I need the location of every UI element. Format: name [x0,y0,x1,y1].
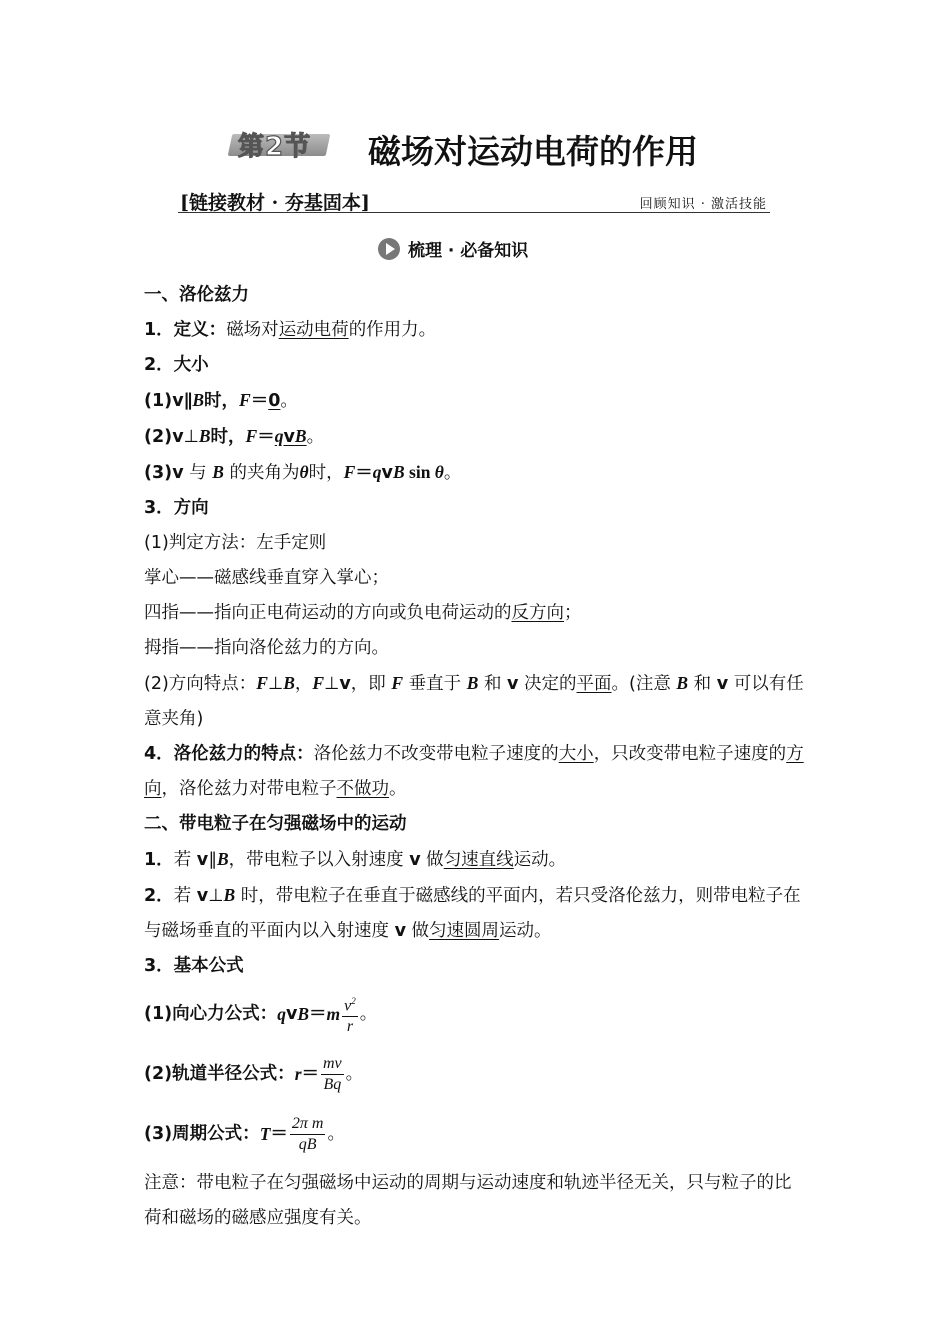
text: 运动。 [499,921,552,941]
symbol: B [466,673,479,693]
symbol: θ [434,462,444,482]
text: ，洛伦兹力对带电粒子 [161,779,337,799]
text: sin [404,462,435,482]
answer: 0 [268,391,281,411]
label: 4．洛伦兹力的特点： [144,744,314,764]
symbol: v [172,463,184,483]
text: 若 [173,850,197,870]
direction-method: (1)判定方法：左手定则 [144,533,327,553]
text: 洛伦兹力不改变带电粒子速度的 [313,744,559,764]
text: 。(注意 [611,674,677,694]
text: 。 [280,391,298,411]
text: 和 [688,674,717,694]
label: 1． [144,850,174,870]
size-label: 2．大小 [144,355,209,375]
symbol: ⊥ [324,674,340,694]
symbol: v [381,463,393,483]
symbol: ＝ [250,391,269,411]
label: (1)向心力公式： [144,1003,278,1024]
symbol: B [198,426,211,446]
denominator: Bq [323,1075,342,1093]
answer: 大小 [558,744,594,764]
definition-line [144,313,806,348]
exponent: 2 [351,995,356,1006]
answer: 反方向 [511,603,564,623]
symbol: B [297,1003,310,1024]
formula-radius [144,1044,806,1104]
text: 时， [308,463,344,483]
symbol: B [223,885,236,905]
text: 垂直于 [403,674,467,694]
badge-text: 第2节 [238,132,312,162]
text: ，即 [350,674,392,694]
symbol: F [343,462,356,482]
symbol: B [212,462,224,482]
symbol: r [294,1063,302,1084]
subhead-left: [链接教材 · 夯基固本] [180,192,370,214]
motion-perpendicular [144,878,806,949]
symbol: B [216,849,229,869]
fraction [290,1114,326,1155]
heading-motion: 二、带电粒子在匀强磁场中的运动 [144,814,407,834]
direction-fingers [144,596,806,631]
symbol: B [192,390,205,410]
text: 做 [420,850,444,870]
numerator: mv [321,1054,344,1075]
symbol: v [394,921,406,941]
header-divider [178,212,770,213]
symbol: v [716,674,729,694]
symbol: ⊥ [183,427,199,447]
denominator: r [346,1018,354,1036]
text: 。 [306,427,325,447]
page-title: 磁场对运动电荷的作用 [368,132,698,171]
symbol: q [274,426,284,446]
formula-centripetal [144,984,806,1044]
case-perpendicular [144,419,806,455]
symbol: q [372,462,382,482]
text: 四指——指向正电荷运动的方向或负电荷运动的 [144,603,512,623]
symbol: B [676,673,689,693]
direction-features [144,666,806,737]
symbol: v [196,886,209,906]
direction-palm: 掌心——磁感线垂直穿入掌心； [144,568,389,588]
text: 。 [345,1063,364,1084]
text: (2) [144,427,173,447]
symbol: B [283,673,295,693]
label: (2)轨道半径公式： [144,1063,295,1084]
fraction [321,1054,344,1095]
text: 和 [478,674,508,694]
symbol: ∥ [183,391,193,411]
answer: 不做功 [336,779,389,799]
denominator: qB [298,1135,317,1153]
symbol: v [283,427,295,447]
symbol: m [326,1003,341,1024]
text: 运动。 [513,850,567,870]
label: 1．定义： [144,320,227,340]
text: 做 [405,921,430,941]
text: 决定的 [518,674,577,694]
text: 。 [443,463,462,483]
symbol: B [294,426,307,446]
section-tag-label: 梳理 · 必备知识 [408,241,529,261]
text: 的作用力。 [348,320,437,340]
answer: 运动电荷 [278,320,349,340]
symbol: ＝ [270,1123,288,1144]
case-angle [144,455,806,491]
section-tag [378,236,528,261]
motion-parallel [144,842,806,878]
symbol: v [507,674,519,694]
symbol: ＝ [309,1003,327,1024]
formula-label: 3．基本公式 [144,956,244,976]
lorentz-features [144,737,806,807]
symbol: v [196,850,209,870]
symbol: F [391,673,404,693]
symbol: F [256,673,268,693]
answer: 方向 [144,744,804,799]
direction-thumb: 拇指——指向洛伦兹力的方向。 [144,638,389,658]
numerator: v [344,997,352,1015]
symbol: ＝ [257,427,275,447]
text: 可以有任意夹角) [144,674,804,729]
symbol: θ [299,462,309,482]
answer: 匀速圆周 [429,921,500,941]
symbol: F [312,673,325,693]
text: 磁场对 [226,320,279,340]
label: 2． [144,886,174,906]
formula-period [144,1104,806,1164]
symbol: v [172,391,184,411]
text: 时， [210,427,246,447]
text: (2)方向特点： [144,674,257,694]
fraction [342,991,358,1037]
symbol: T [259,1123,271,1144]
symbol: q [277,1003,286,1024]
text: (1) [144,391,173,411]
symbol: F [239,390,251,410]
heading-lorentz: 一、洛伦兹力 [144,285,249,305]
text: ，只改变带电粒子速度的 [593,744,787,764]
text: 的夹角为 [223,463,300,483]
text: 。 [327,1123,345,1144]
subhead-right: 回顾知识 · 激活技能 [639,197,767,212]
text: (3) [144,463,173,483]
answer: 平面 [576,674,612,694]
content-body [144,278,806,1236]
symbol: ⊥ [267,674,284,694]
symbol: ∥ [208,850,217,870]
text: 。 [389,779,407,799]
answer: 匀速直线 [443,850,514,870]
text: 。 [359,1003,378,1024]
symbol: ＝ [355,463,373,483]
text: ； [564,603,582,623]
symbol: v [285,1003,298,1024]
text: ，带电粒子以入射速度 [228,850,410,870]
section-number-badge [230,126,328,162]
play-icon [378,238,400,260]
note: 注意：带电粒子在匀强磁场中运动的周期与运动速度和轨迹半径无关，只与粒子的比荷和磁场的磁感应强度有关。 [144,1173,792,1228]
text: 时，带电粒子在垂直于磁感线的平面内，若只受洛伦兹力，则带电粒子在与磁场垂直的平面内以入射速度 [144,886,801,941]
direction-label: 3．方向 [144,498,209,518]
text: 时， [204,391,240,411]
symbol: v [339,674,351,694]
symbol: v [172,427,184,447]
numerator: 2π m [290,1114,326,1135]
text: 与 [183,463,213,483]
symbol: B [392,462,405,482]
symbol: v [409,850,421,870]
case-parallel [144,383,806,419]
text: 若 [173,886,197,906]
symbol: F [245,426,258,446]
symbol: ⊥ [208,886,224,906]
label: (3)周期公式： [144,1123,260,1144]
text: ， [294,674,313,694]
symbol: ＝ [301,1063,319,1084]
